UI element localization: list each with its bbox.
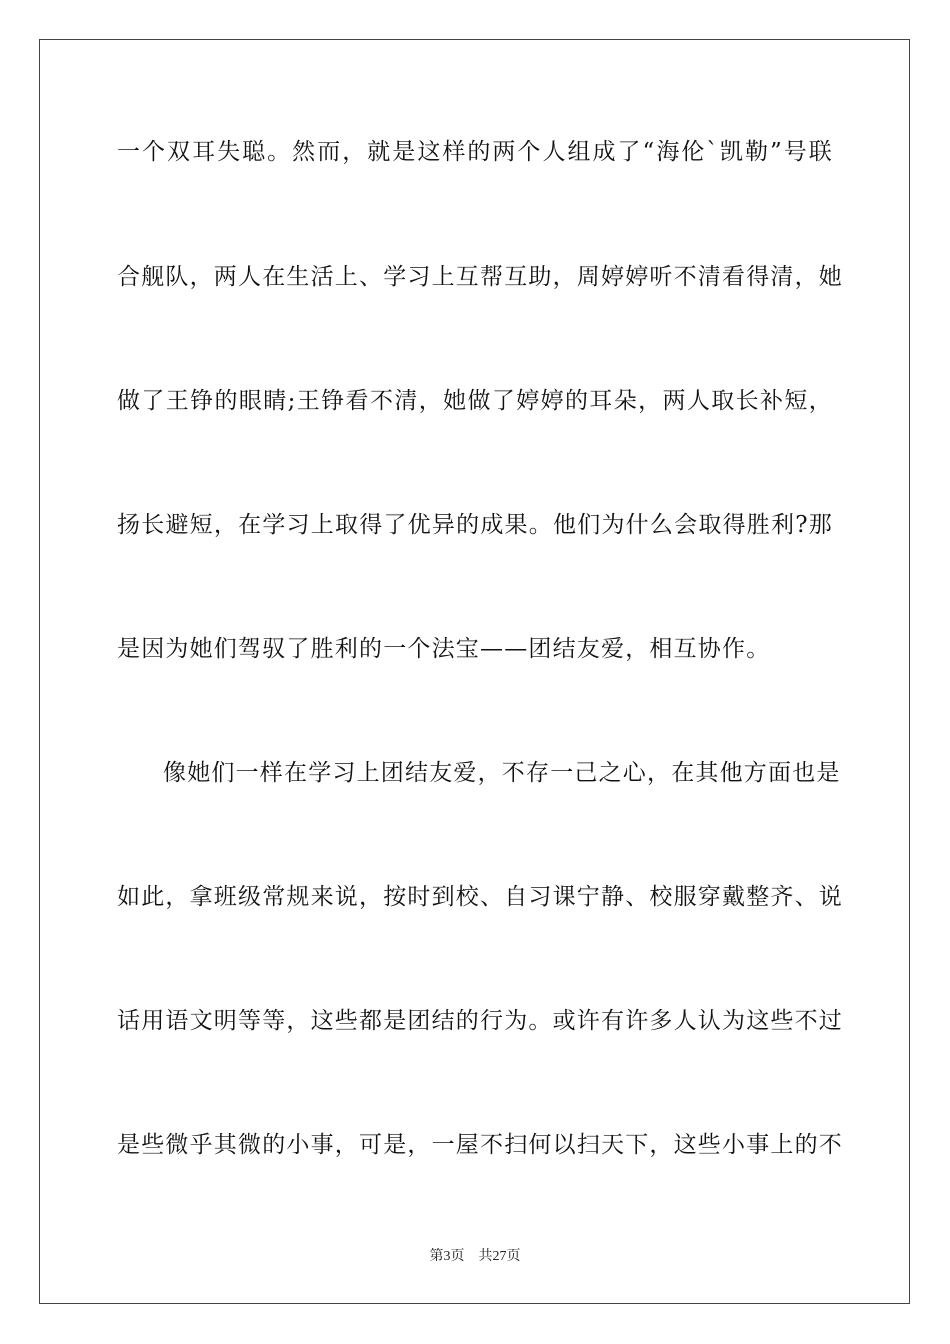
page-total: 共27页 <box>478 1249 521 1264</box>
body-line-4: 扬长避短，在学习上取得了优异的成果。他们为什么会取得胜利?那 <box>117 512 833 538</box>
page-border <box>39 39 910 1304</box>
page-number: 第3页 <box>429 1249 465 1264</box>
body-line-3: 做了王铮的眼睛;王铮看不清，她做了婷婷的耳朵，两人取长补短， <box>117 388 833 414</box>
body-line-7: 如此，拿班级常规来说，按时到校、自习课宁静、校服穿戴整齐、说 <box>117 884 843 910</box>
body-line-5: 是因为她们驾驭了胜利的一个法宝——团结友爱，相互协作。 <box>117 636 771 662</box>
body-line-1: 一个双耳失聪。然而，就是这样的两个人组成了“海伦`凯勒”号联 <box>117 139 833 165</box>
body-line-6: 像她们一样在学习上团结友爱，不存一己之心，在其他方面也是 <box>163 760 841 786</box>
body-line-9: 是些微乎其微的小事，可是，一屋不扫何以扫天下，这些小事上的不 <box>117 1132 843 1158</box>
body-line-2: 合舰队，两人在生活上、学习上互帮互助，周婷婷听不清看得清，她 <box>117 264 843 290</box>
page-footer <box>0 1248 950 1266</box>
body-line-8: 话用语文明等等，这些都是团结的行为。或许有许多人认为这些不过 <box>117 1008 843 1034</box>
